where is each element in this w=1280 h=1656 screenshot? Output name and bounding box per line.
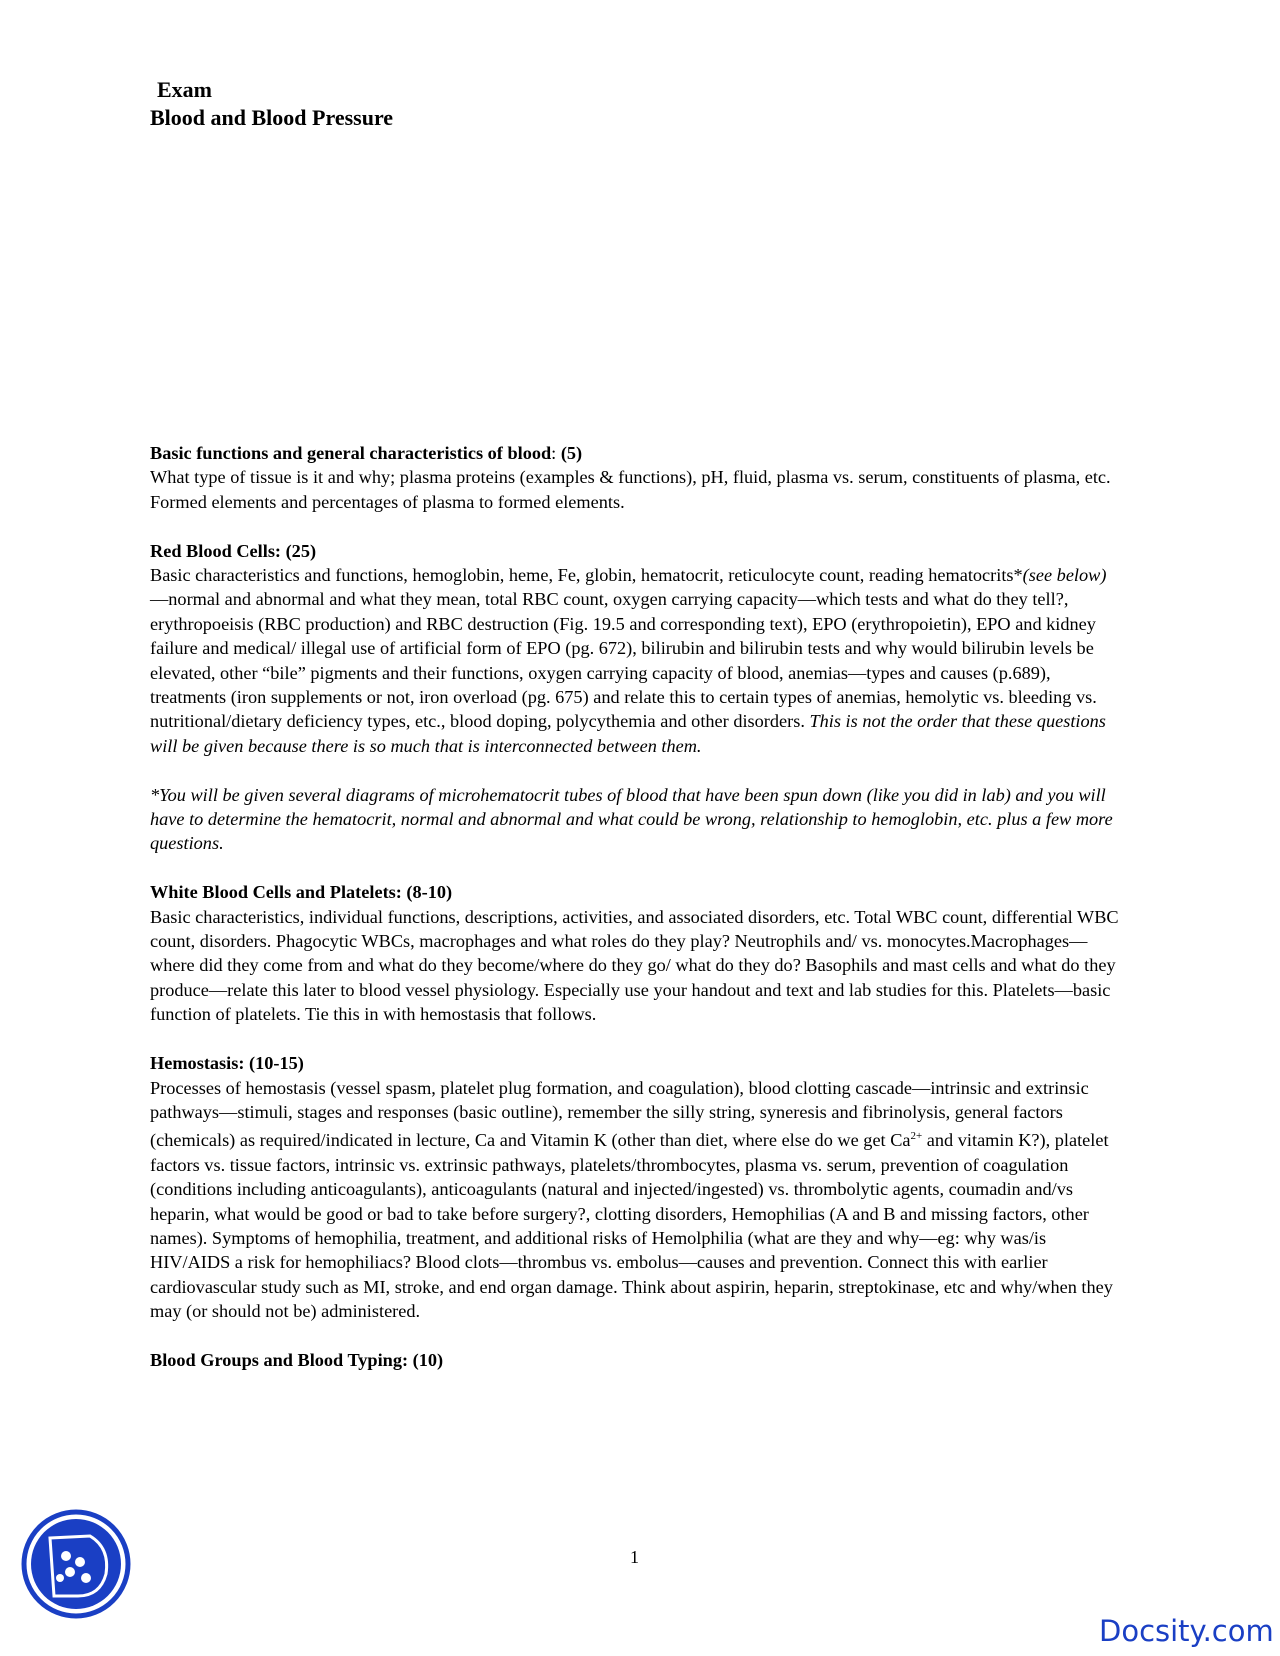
document-body	[150, 441, 1120, 1397]
section-heading: Hemostasis: (10-15)	[150, 1053, 304, 1074]
page-number: 1	[630, 1547, 639, 1567]
docsity-link[interactable]: Docsity.com	[1099, 1614, 1274, 1648]
section-heading: Red Blood Cells: (25)	[150, 540, 317, 561]
section-blood-groups	[150, 1348, 1120, 1372]
section-wbc-platelets	[150, 880, 1120, 1026]
document-title: Blood and Blood Pressure	[150, 105, 394, 130]
section-hemostasis	[150, 1051, 1120, 1324]
section-red-blood-cells	[150, 539, 1120, 759]
section-body: Processes of hemostasis (vessel spasm, platelet plug formation, and coagulation), blood clotting cascade—intrinsic and extrinsic pathways—stimuli, stages and responses (basic outline), remember the silly string, syneresis and fibrinolysis, general factors (chemicals) as required/indicated in lecture, Ca and Vitamin K (other than diet, where else do we get $Ca^{2+}$ and vitamin K?), platelet factors vs. tissue factors, intrinsic vs. extrinsic pathways, platelets/thrombocytes, plasma vs. serum, prevention of coagulation (conditions including anticoagulants), anticoagulants (natural and injected/ingested) vs. thrombolytic agents, coumadin and/vs heparin, what would be good or bad to take before surgery?, clotting disorders, Hemophilias (A and B and missing factors, other names). Symptoms of hemophilia, treatment, and additional risks of Hemolphilia (what are they and why—eg: why was/is HIV/AIDS a risk for hemophiliacs? Blood clots—thrombus vs. embolus—causes and prevention. Connect this with earlier cardiovascular study such as MI, stroke, and end organ damage. Think about aspirin, heparin, streptokinase, etc and why/when they may (or should not be) administered.	[150, 1077, 1113, 1322]
section-heading: Basic functions and general characteristics of blood: (5)	[150, 443, 583, 463]
section-heading: White Blood Cells and Platelets: (8-10)	[150, 882, 453, 903]
section-body: Basic characteristics and functions, hemoglobin, heme, Fe, globin, hematocrit, reticulocyte count, reading hematocrits*(see below)—normal and abnormal and what they mean, total RBC count, oxygen carrying capacity—which tests and what do they tell?, erythropoeisis (RBC production) and RBC destruction (Fig. 19.5 and corresponding text), EPO (erythropoietin), EPO and kidney failure and medical/ illegal use of artificial form of EPO (pg. 672), bilirubin and bilirubin tests and why would bilirubin levels be elevated, other “bile” pigments and their functions, oxygen carrying capacity of blood, anemias—types and causes (p.689), treatments (iron supplements or not, iron overload (pg. 675) and relate this to certain types of anemias, hemolytic vs. bleeding vs. nutritional/dietary deficiency types, etc., blood doping, polycythemia and other disorders. This is not the order that these questions will be given because there is so much that is interconnected between them.	[150, 565, 1107, 756]
section-heading: Blood Groups and Blood Typing: (10)	[150, 1350, 444, 1371]
section-body: Basic characteristics, individual functions, descriptions, activities, and associated disorders, etc. Total WBC count, differential WBC count, disorders. Phagocytic WBCs, macrophages and what roles do they play? Neutrophils and/ vs. monocytes.Macrophages—where did they come from and what do they become/where do they go/ what do they do? Basophils and mast cells and what do they produce—relate this later to blood vessel physiology. Especially use your handout and text and lab studies for this. Platelets—basic function of platelets. Tie this in with hemostasis that follows.	[150, 906, 1119, 1025]
docsity-logo-icon[interactable]	[20, 1508, 132, 1620]
heading-points: (5)	[556, 443, 583, 463]
exam-title: Exam	[157, 77, 212, 102]
section-body: What type of tissue is it and why; plasma proteins (examples & functions), pH, fluid, plasma vs. serum, constituents of plasma, etc. Formed elements and percentages of plasma to formed elements.	[150, 467, 1111, 512]
heading-colon: :	[551, 443, 557, 463]
section-basic-functions	[150, 441, 1120, 514]
hematocrit-note: *You will be given several diagrams of microhematocrit tubes of blood that have been spun down (like you did in lab) and you will have to determine the hematocrit, normal and abnormal and what could be wrong, relationship to hemoglobin, etc. plus a few more questions.	[150, 784, 1113, 854]
